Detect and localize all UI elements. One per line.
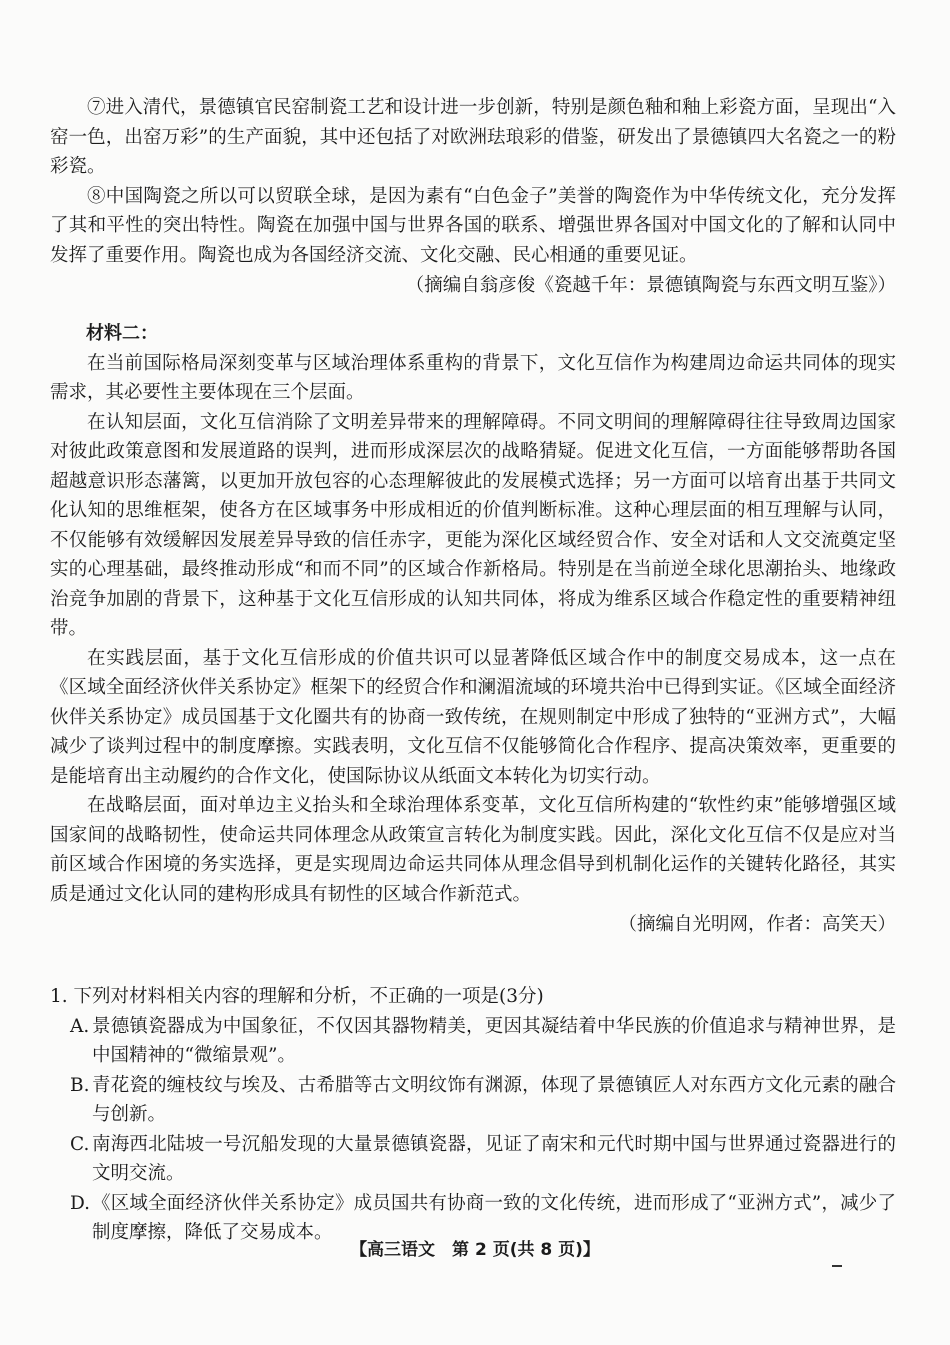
option-b[interactable] (50, 1071, 896, 1130)
corner-mark (832, 1265, 842, 1267)
material2 (50, 313, 896, 940)
page-footer: 【高三语文 第 2 页(共 8 页)】 (350, 1240, 600, 1260)
material2-paragraph: 在认知层面，文化互信消除了文明差异带来的理解障碍。不同文明间的理解障碍往往导致周边国家对彼此政策意图和发展道路的误判，进而形成深层次的战略猜疑。促进文化互信，一方面能够帮助各国超越意识形态藩篱，以更加开放包容的心态理解彼此的发展模式选择；另一方面可以培育出基于共同文化认知的思维框架，使各方在区域事务中形成相近的价值判断标准。这种心理层面的相互理解与认同，不仅能够有效缓解因发展差异导致的信任赤字，更能为深化区域经贸合作、安全对话和人文交流奠定坚实的心理基础，最终推动形成“和而不同”的区域合作新格局。特别是在当前逆全球化思潮抬头、地缘政治竞争加剧的背景下，这种基于文化互信形成的认知共同体，将成为维系区域合作稳定性的重要精神纽带。 (50, 411, 896, 639)
material1-source: （摘编自翁彦俊《瓷越千年：景德镇陶瓷与东西文明互鉴》） (405, 275, 896, 296)
option-letter: B. (70, 1074, 90, 1096)
option-letter: C. (70, 1133, 90, 1155)
option-text: 青花瓷的缠枝纹与埃及、古希腊等古文明纹饰有渊源，体现了景德镇匠人对东西方文化元素的融合与创新。 (92, 1074, 896, 1125)
option-c[interactable] (50, 1130, 896, 1189)
question-1 (50, 981, 896, 1248)
option-text: 景德镇瓷器成为中国象征，不仅因其器物精美，更因其凝结着中华民族的价值追求与精神世界，是中国精神的“微缩景观”。 (92, 1015, 896, 1066)
option-letter: A. (70, 1015, 90, 1037)
option-text: 《区域全面经济伙伴关系协定》成员国共有协商一致的文化传统，进而形成了“亚洲方式”，减少了制度摩擦，降低了交易成本。 (92, 1192, 896, 1243)
option-text: 南海西北陆坡一号沉船发现的大量景德镇瓷器，见证了南宋和元代时期中国与世界通过瓷器进行的文明交流。 (92, 1133, 896, 1184)
paragraph-7: ⑦进入清代，景德镇官民窑制瓷工艺和设计进一步创新，特别是颜色釉和釉上彩瓷方面，呈现出“入窑一色，出窑万彩”的生产面貌，其中还包括了对欧洲珐琅彩的借鉴，研发出了景德镇四大名瓷之一的粉彩瓷。 (50, 97, 896, 177)
material2-paragraph: 在战略层面，面对单边主义抬头和全球治理体系变革，文化互信所构建的“软性约束”能够增强区域国家间的战略韧性，使命运共同体理念从政策宣言转化为制度实践。因此，深化文化互信不仅是应对当前区域合作困境的务实选择，更是实现周边命运共同体从理念倡导到机制化运作的关键转化路径，其实质是通过文化认同的建构形成具有韧性的区域合作新范式。 (50, 795, 896, 905)
material2-paragraph: 在当前国际格局深刻变革与区域治理体系重构的背景下，文化互信作为构建周边命运共同体的现实需求，其必要性主要体现在三个层面。 (50, 352, 896, 403)
option-letter: D. (70, 1192, 91, 1214)
option-a[interactable] (50, 1012, 896, 1071)
material2-heading: 材料二： (86, 323, 158, 344)
question-stem: 1. 下列对材料相关内容的理解和分析，不正确的一项是(3分) (50, 986, 544, 1007)
material2-paragraph: 在实践层面，基于文化互信形成的价值共识可以显著降低区域合作中的制度交易成本，这一点在《区域全面经济伙伴关系协定》框架下的经贸合作和澜湄流域的环境共治中已得到实证。《区域全面经济伙伴关系协定》成员国基于文化圈共有的协商一致传统，在规则制定中形成了独特的“亚洲方式”，大幅减少了谈判过程中的制度摩擦。实践表明，文化互信不仅能够简化合作程序、提高决策效率，更重要的是能培育出主动履约的合作文化，使国际协议从纸面文本转化为切实行动。 (50, 647, 896, 787)
material1-tail (50, 93, 896, 301)
paragraph-8: ⑧中国陶瓷之所以可以贸联全球，是因为素有“白色金子”美誉的陶瓷作为中华传统文化，充分发挥了其和平性的突出特性。陶瓷在加强中国与世界各国的联系、增强世界各国对中国文化的了解和认同中发挥了重要作用。陶瓷也成为各国经济交流、文化交融、民心相通的重要见证。 (50, 185, 896, 266)
material2-source: （摘编自光明网，作者：高笑天） (618, 914, 896, 935)
